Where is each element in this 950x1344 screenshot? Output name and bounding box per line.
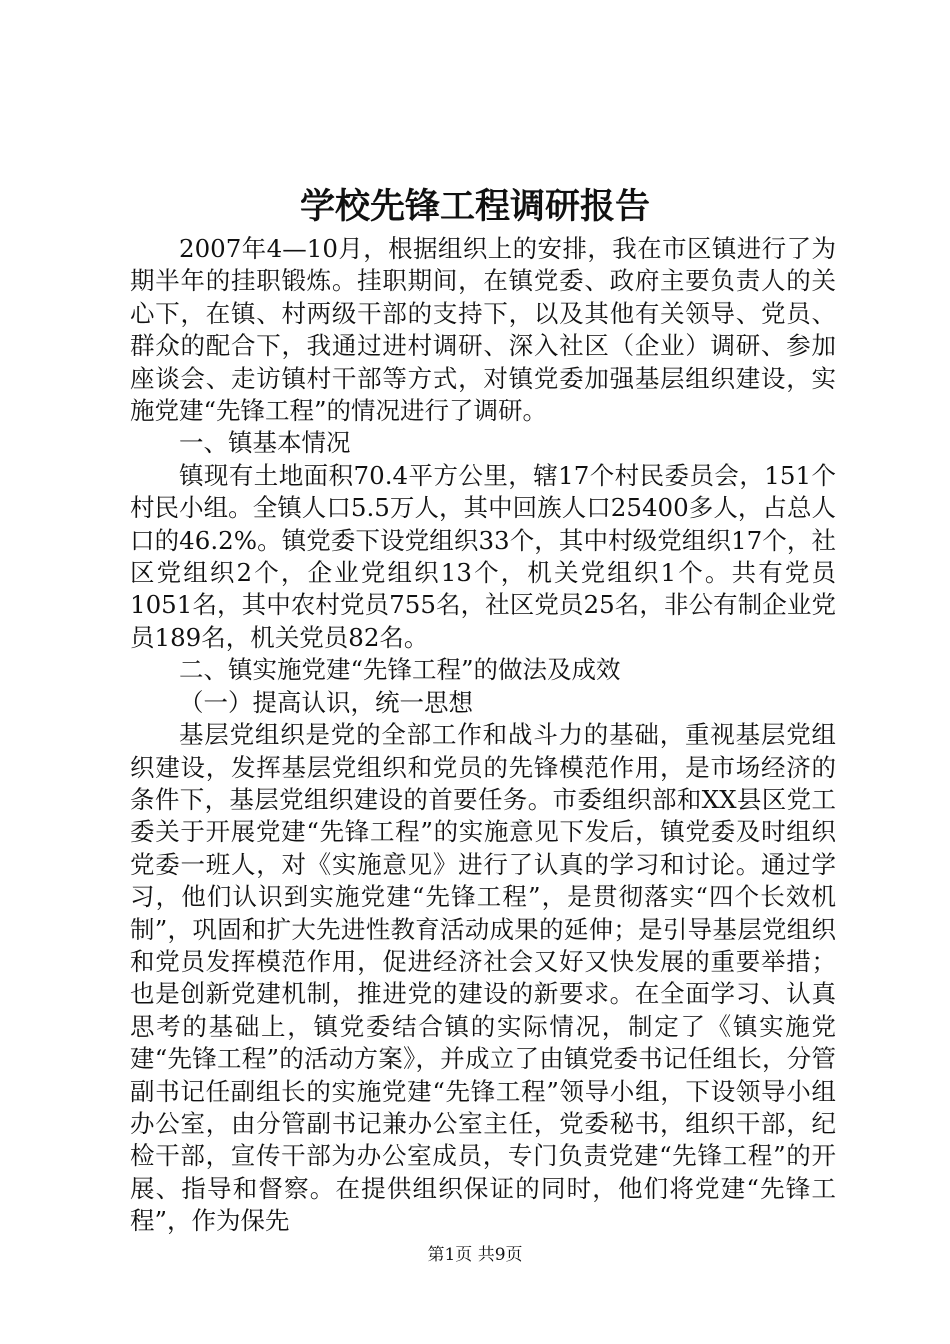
- section-heading-1: 一、镇基本情况: [179, 428, 351, 458]
- page-footer: 第1页 共9页: [427, 1245, 523, 1265]
- paragraph-basic-info: 镇现有土地面积70.4平方公里，辖17个村民委员会，151个村民小组。全镇人口5.5万人，其中回族人口25400多人，占总人口的46.2%。镇党委下设党组织33个，其中村级党组织17个，社区党组织2个，企业党组织13个，机关党组织1个。共有党员1051名，其中农村党员755名，社区党员25名，非公有制企业党员189名，机关党员82名。: [130, 460, 836, 652]
- document-body: [130, 233, 836, 1238]
- document-title: 学校先锋工程调研报告: [299, 186, 650, 227]
- paragraph-intro: 2007年4—10月，根据组织上的安排，我在市区镇进行了为期半年的挂职锻炼。挂职期间，在镇党委、政府主要负责人的关心下，在镇、村两级干部的支持下，以及其他有关领导、党员、群众的配合下，我通过进村调研、深入社区（企业）调研、参加座谈会、走访镇村干部等方式，对镇党委加强基层组织建设，实施党建“先锋工程”的情况进行了调研。: [130, 234, 836, 426]
- paragraph-awareness: 基层党组织是党的全部工作和战斗力的基础，重视基层党组织建设，发挥基层党组织和党员的先锋模范作用，是市场经济的条件下，基层党组织建设的首要任务。市委组织部和XX县区党工委关于开展党建“先锋工程”的实施意见下发后，镇党委及时组织党委一班人，对《实施意见》进行了认真的学习和讨论。通过学习，他们认识到实施党建“先锋工程”，是贯彻落实“四个长效机制”，巩固和扩大先进性教育活动成果的延伸；是引导基层党组织和党员发挥模范作用，促进经济社会又好又快发展的重要举措；也是创新党建机制，推进党的建设的新要求。在全面学习、认真思考的基础上，镇党委结合镇的实际情况，制定了《镇实施党建“先锋工程”的活动方案》，并成立了由镇党委书记任组长，分管副书记任副组长的实施党建“先锋工程”领导小组，下设领导小组办公室，由分管副书记兼办公室主任，党委秘书，组织干部，纪检干部，宣传干部为办公室成员，专门负责党建“先锋工程”的开展、指导和督察。在提供组织保证的同时，他们将党建“先锋工程”，作为保先: [130, 720, 836, 1236]
- section-heading-2: 二、镇实施党建“先锋工程”的做法及成效: [179, 655, 621, 685]
- subsection-heading-1: （一）提高认识，统一思想: [179, 687, 473, 717]
